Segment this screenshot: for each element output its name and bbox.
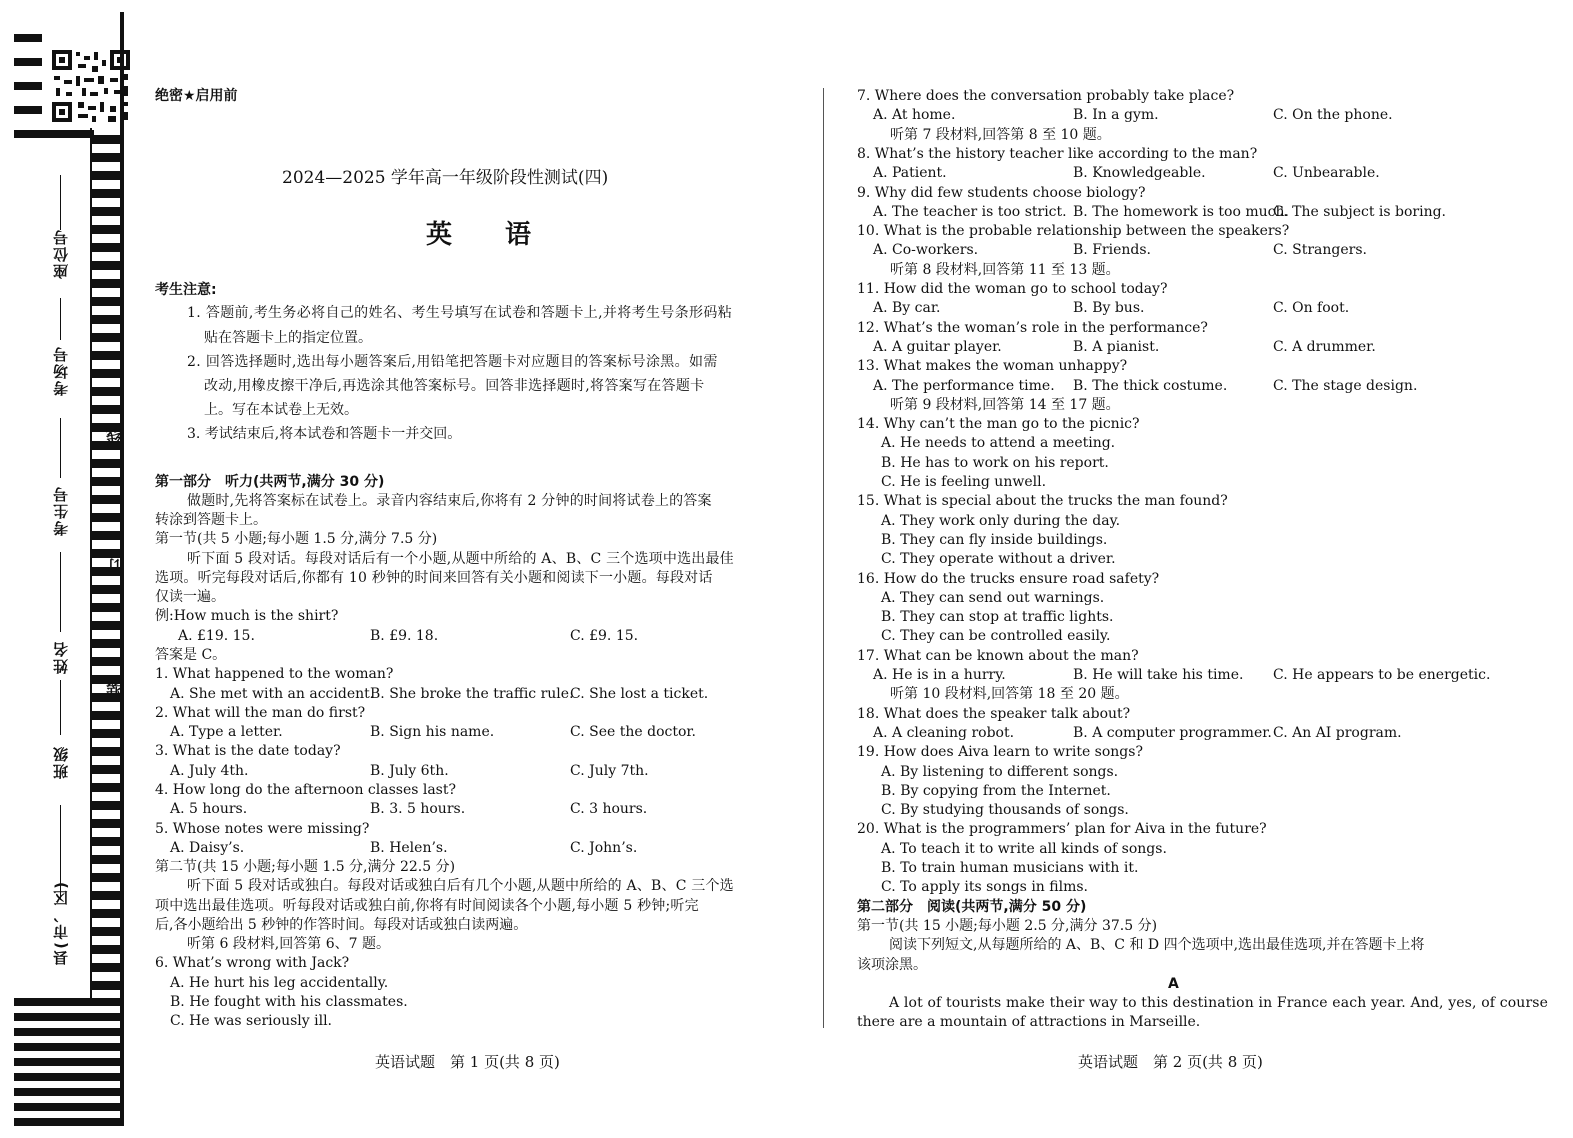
option: B. Helen’s. <box>370 840 448 856</box>
subject-title: 英 语 <box>426 220 554 250</box>
option: C. John’s. <box>570 840 638 856</box>
class-label: 班级 <box>52 745 70 779</box>
notice-heading: 考生注意: <box>155 282 217 298</box>
example-option: B. £9. 18. <box>370 628 439 644</box>
binding-guide <box>90 128 92 998</box>
question: 16. How do the trucks ensure road safety? <box>857 570 1160 587</box>
binding-tooth <box>90 261 124 270</box>
binding-tooth <box>90 783 124 792</box>
question: 17. What can be known about the man? <box>857 647 1139 664</box>
option: B. Knowledgeable. <box>1073 165 1206 182</box>
part2-intro: 该项涂黑。 <box>857 956 927 973</box>
notice-item: 2. 回答选择题时,选出每小题答案后,用铅笔把答题卡对应题目的答案标号涂黑。如需 <box>187 354 718 370</box>
option: A. The teacher is too strict. <box>873 203 1067 220</box>
binding-tooth <box>90 351 124 360</box>
binding-tooth <box>90 945 124 954</box>
option: B. Sign his name. <box>370 724 495 740</box>
county-label: 县(市、区) <box>52 880 70 966</box>
exam-title: 2024—2025 学年高一年级阶段性测试(四) <box>282 168 609 188</box>
option: A. They work only during the day. <box>881 512 1121 529</box>
option: C. See the doctor. <box>570 724 696 740</box>
option: A. She met with an accident. <box>170 686 375 702</box>
option: A. Daisy’s. <box>170 840 245 856</box>
binding-bottom-bar <box>14 1118 124 1126</box>
column-divider <box>823 88 824 1028</box>
question: 6. What’s wrong with Jack? <box>155 955 350 971</box>
option: B. They can stop at traffic lights. <box>881 609 1114 626</box>
binding-tooth <box>90 837 124 846</box>
section1-intro: 听下面 5 段对话。每段对话后有一个小题,从题中所给的 A、B、C 三个选项中选出最佳 <box>187 551 734 567</box>
option: C. An AI program. <box>1273 724 1402 741</box>
part2-intro: 阅读下列短文,从每题所给的 A、B、C 和 D 四个选项中,选出最佳选项,并在答题卡上将 <box>889 937 1425 954</box>
binding-bottom-bar <box>14 1013 124 1021</box>
binding-tooth <box>90 657 124 666</box>
binding-tooth <box>90 621 124 630</box>
example-option: C. £9. 15. <box>570 628 639 644</box>
option: A. He needs to attend a meeting. <box>881 435 1116 452</box>
binding-tooth <box>90 729 124 738</box>
question: 2. What will the man do first? <box>155 705 366 721</box>
question: 11. How did the woman go to school today? <box>857 281 1168 297</box>
part2-heading: 第二部分 阅读(共两节,满分 50 分) <box>857 898 1087 915</box>
question: 12. What’s the woman’s role in the performance? <box>857 319 1208 336</box>
binding-tooth <box>90 963 124 972</box>
seat-line <box>60 175 61 230</box>
binding-tooth <box>90 135 124 144</box>
binding-bottom-block <box>14 998 124 1124</box>
option: B. A pianist. <box>1073 338 1160 355</box>
passage-text: A lot of tourists make their way to this destination in France each year. And, yes, of course <box>889 995 1549 1012</box>
material-instruction: 听第 10 段材料,回答第 18 至 20 题。 <box>890 686 1129 703</box>
binding-bottom-bar <box>14 998 124 1006</box>
question: 10. What is the probable relationship between the speakers? <box>857 223 1290 240</box>
option: B. In a gym. <box>1073 107 1159 124</box>
question: 4. How long do the afternoon classes last? <box>155 782 456 798</box>
option: B. He fought with his classmates. <box>170 994 408 1010</box>
section2-intro: 项中选出最佳选项。听每段对话或独白前,你将有时间阅读各个小题,每小题 5 秒钟;听完 <box>155 898 699 914</box>
option: A. To teach it to write all kinds of songs. <box>881 840 1167 857</box>
binding-tooth <box>90 801 124 810</box>
option: C. July 7th. <box>570 763 649 779</box>
option: C. The stage design. <box>1273 377 1418 394</box>
option: A. A cleaning robot. <box>873 724 1015 741</box>
material-instruction: 听第 8 段材料,回答第 11 至 13 题。 <box>890 261 1120 278</box>
question: 9. Why did few students choose biology? <box>857 184 1146 201</box>
material-instruction: 听第 7 段材料,回答第 8 至 10 题。 <box>890 126 1111 143</box>
question: 14. Why can’t the man go to the picnic? <box>857 416 1140 433</box>
example-question: 例:How much is the shirt? <box>155 608 339 624</box>
question: 15. What is special about the trucks the man found? <box>857 493 1228 510</box>
option: B. He will take his time. <box>1073 667 1244 683</box>
option: B. To train human musicians with it. <box>881 860 1139 876</box>
section2-intro: 听下面 5 段对话或独白。每段对话或独白后有几个小题,从题中所给的 A、B、C 三个选 <box>187 878 734 894</box>
option: C. On the phone. <box>1273 107 1393 124</box>
section2-heading: 第二节(共 15 小题;每小题 1.5 分,满分 22.5 分) <box>155 859 456 875</box>
binding-tooth <box>90 225 124 234</box>
binding-tooth <box>90 549 124 558</box>
examinee-line <box>60 418 61 478</box>
binding-tooth <box>90 819 124 828</box>
option: C. The subject is boring. <box>1273 203 1447 220</box>
option: B. By copying from the Internet. <box>881 782 1111 799</box>
option: B. July 6th. <box>370 763 449 779</box>
section2-intro: 后,各小题给出 5 秒钟的作答时间。每段对话或独白读两遍。 <box>155 917 528 933</box>
option: B. She broke the traffic rule. <box>370 686 574 702</box>
question: 20. What is the programmers’ plan for Aiva in the future? <box>857 821 1267 838</box>
option: A. Co-workers. <box>873 242 979 259</box>
binding-bottom-bar <box>14 1073 124 1081</box>
option: A. By car. <box>873 300 941 317</box>
name-line <box>60 552 61 632</box>
binding-tooth <box>90 189 124 198</box>
question: 18. What does the speaker talk about? <box>857 705 1131 722</box>
question: 13. What makes the woman unhappy? <box>857 358 1128 375</box>
option: A. He is in a hurry. <box>873 667 1006 683</box>
option: C. To apply its songs in films. <box>881 879 1088 896</box>
binding-tooth <box>90 873 124 882</box>
binding-tooth <box>90 909 124 918</box>
notice-item: 3. 考试结束后,将本试卷和答题卡一并交回。 <box>187 426 462 442</box>
option: A. A guitar player. <box>873 338 1002 355</box>
material-6: 听第 6 段材料,回答第 6、7 题。 <box>187 936 390 952</box>
passage-text: there are a mountain of attractions in Marseille. <box>857 1014 1201 1031</box>
option: C. 3 hours. <box>570 801 648 817</box>
binding-tooth <box>90 333 124 342</box>
cut-mark-pack: 装 <box>105 680 123 695</box>
binding-tooth <box>90 387 124 396</box>
option: B. Friends. <box>1073 242 1151 259</box>
binding-tooth <box>90 603 124 612</box>
option: B. He has to work on his report. <box>881 454 1109 471</box>
option: C. He is feeling unwell. <box>881 474 1047 490</box>
binding-tooth <box>90 855 124 864</box>
option: C. Strangers. <box>1273 242 1367 259</box>
binding-bottom-bar <box>14 1058 124 1066</box>
examinee-label: 考生号 <box>52 485 70 536</box>
option: A. At home. <box>873 107 956 124</box>
binding-tooth <box>90 711 124 720</box>
example-option: A. £19. 15. <box>178 628 255 644</box>
binding-bottom-bar <box>14 1088 124 1096</box>
question: 1. What happened to the woman? <box>155 666 394 682</box>
binding-tooth <box>90 279 124 288</box>
option: C. By studying thousands of songs. <box>881 802 1129 819</box>
question: 5. Whose notes were missing? <box>155 821 370 837</box>
part1-heading: 第一部分 听力(共两节,满分 30 分) <box>155 474 385 490</box>
binding-tooth <box>90 513 124 522</box>
binding-tooth <box>90 477 124 486</box>
part1-intro: 转涂到答题卡上。 <box>155 512 267 528</box>
option: C. She lost a ticket. <box>570 686 709 702</box>
question: 3. What is the date today? <box>155 743 341 759</box>
section1-heading: 第一节(共 5 小题;每小题 1.5 分,满分 7.5 分) <box>155 531 438 547</box>
binding-tooth <box>90 153 124 162</box>
binding-tooth <box>90 981 124 990</box>
option: A. Type a letter. <box>170 724 283 740</box>
example-answer: 答案是 C。 <box>155 647 227 663</box>
binding-tooth <box>90 747 124 756</box>
binding-tooth <box>90 927 124 936</box>
material-instruction: 听第 9 段材料,回答第 14 至 17 题。 <box>890 396 1120 413</box>
binding-tooth <box>90 369 124 378</box>
cut-mark-line: 线 <box>105 428 123 443</box>
option: B. 3. 5 hours. <box>370 801 466 817</box>
seat-label: 座位号 <box>52 228 70 279</box>
option: C. On foot. <box>1273 300 1350 317</box>
binding-tooth <box>90 207 124 216</box>
option: C. Unbearable. <box>1273 165 1380 182</box>
option: C. A drummer. <box>1273 338 1376 355</box>
option: B. By bus. <box>1073 300 1145 317</box>
cut-mark-bind: 订 <box>105 558 123 573</box>
option: A. Patient. <box>873 165 947 182</box>
option: C. They operate without a driver. <box>881 551 1116 568</box>
notice-item: 上。写在本试卷上无效。 <box>204 402 358 418</box>
question: 7. Where does the conversation probably take place? <box>857 88 1235 104</box>
binding-tooth <box>90 585 124 594</box>
question: 19. How does Aiva learn to write songs? <box>857 744 1143 761</box>
option: B. They can fly inside buildings. <box>881 531 1108 548</box>
option: C. He appears to be energetic. <box>1273 667 1491 683</box>
option: B. A computer programmer. <box>1073 724 1272 741</box>
binding-tooth <box>90 531 124 540</box>
part1-intro: 做题时,先将答案标在试卷上。录音内容结束后,你将有 2 分钟的时间将试卷上的答案 <box>187 493 712 509</box>
notice-item: 1. 答题前,考生务必将自己的姓名、考生号填写在试卷和答题卡上,并将考生号条形码粘 <box>187 305 733 321</box>
section1-intro: 选项。听完每段对话后,你都有 10 秒钟的时间来回答有关小题和阅读下一小题。每段对话 <box>155 570 713 586</box>
part2-section1-heading: 第一节(共 15 小题;每小题 2.5 分,满分 37.5 分) <box>857 917 1158 934</box>
name-label: 姓名 <box>52 640 70 674</box>
option: A. He hurt his leg accidentally. <box>170 975 389 991</box>
class-line <box>60 680 61 735</box>
option: A. They can send out warnings. <box>881 589 1105 606</box>
binding-tooth <box>90 405 124 414</box>
option: A. The performance time. <box>873 377 1055 394</box>
section1-intro: 仅读一遍。 <box>155 589 225 605</box>
binding-bottom-bar <box>14 1028 124 1036</box>
binding-tooth <box>90 315 124 324</box>
option: C. He was seriously ill. <box>170 1013 333 1029</box>
binding-tooth <box>90 891 124 900</box>
option: A. By listening to different songs. <box>881 763 1119 780</box>
binding-tooth <box>90 243 124 252</box>
passage-label: A <box>1168 975 1179 992</box>
option: C. They can be controlled easily. <box>881 628 1111 645</box>
binding-tooth <box>90 639 124 648</box>
notice-item: 改动,用橡皮擦干净后,再选涂其他答案标号。回答非选择题时,将答案写在答题卡 <box>204 378 705 394</box>
option: A. 5 hours. <box>170 801 248 817</box>
binding-tooth <box>90 297 124 306</box>
question: 8. What’s the history teacher like according to the man? <box>857 145 1258 162</box>
binding-tooth <box>90 765 124 774</box>
page-footer-right: 英语试题 第 2 页(共 8 页) <box>1078 1053 1263 1071</box>
notice-item: 贴在答题卡上的指定位置。 <box>204 330 372 346</box>
binding-tooth <box>90 459 124 468</box>
option: B. The thick costume. <box>1073 377 1228 394</box>
binding-tooth <box>90 171 124 180</box>
secret-mark: 绝密★启用前 <box>155 88 238 104</box>
room-label: 考场号 <box>52 345 70 396</box>
binding-bottom-bar <box>14 1043 124 1051</box>
option: A. July 4th. <box>170 763 249 779</box>
page-footer-left: 英语试题 第 1 页(共 8 页) <box>375 1053 560 1071</box>
binding-tooth <box>90 495 124 504</box>
room-line <box>60 298 61 340</box>
option: B. The homework is too much. <box>1073 203 1289 220</box>
binding-bottom-bar <box>14 1103 124 1111</box>
qr-code-icon <box>52 50 130 122</box>
